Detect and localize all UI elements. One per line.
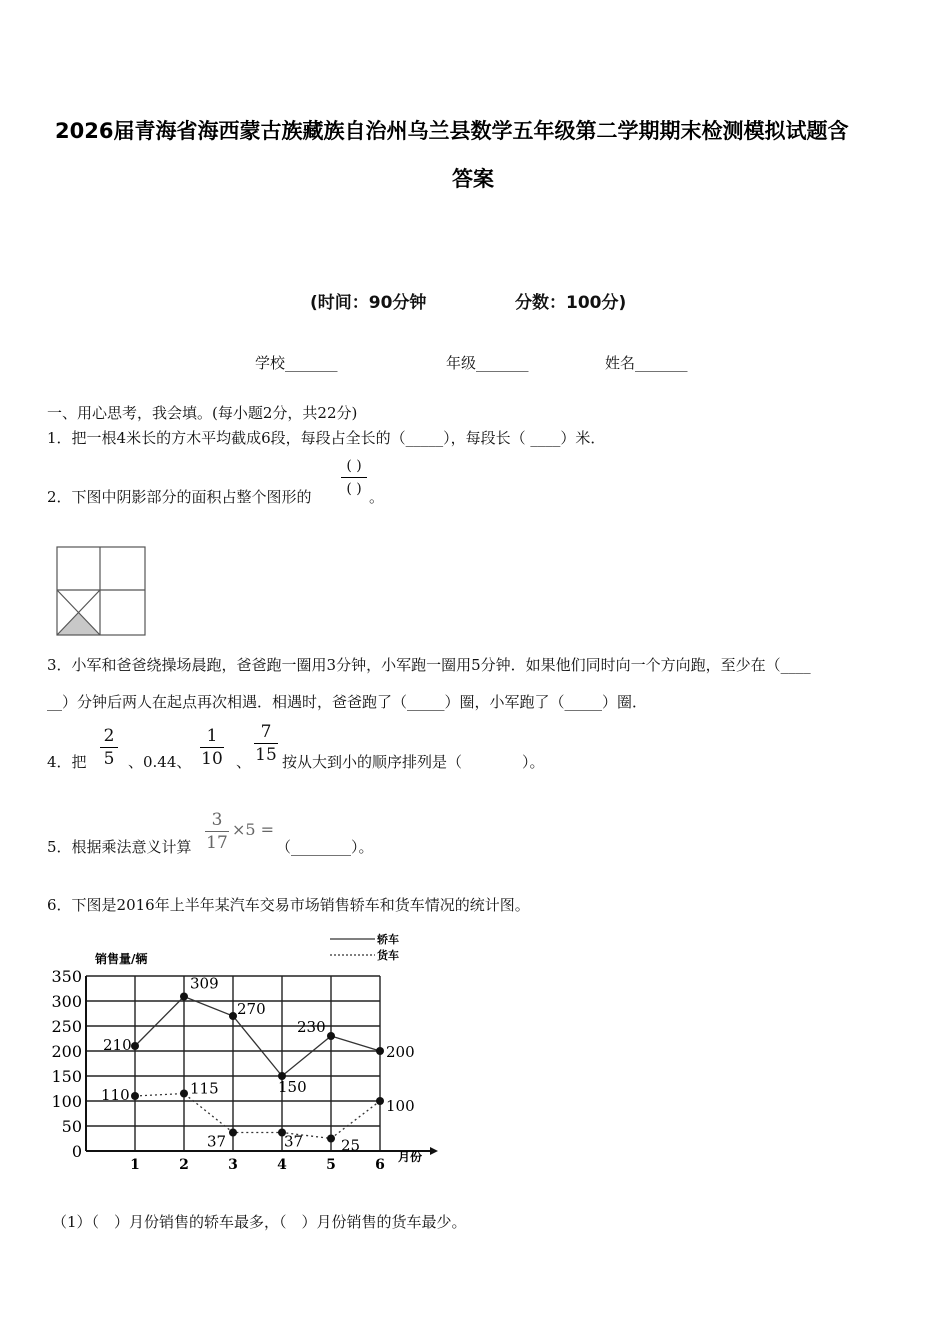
q4-f1-num: 2 xyxy=(103,726,115,746)
q4-sep1: 、0.44、 xyxy=(128,753,192,771)
y-tick-label: 50 xyxy=(61,1117,82,1136)
q4-prefix: 4．把 xyxy=(47,753,87,771)
question-6: 6．下图是2016年上半年某汽车交易市场销售轿车和货车情况的统计图。 xyxy=(47,896,530,914)
data-point xyxy=(327,1032,335,1040)
data-point xyxy=(376,1097,384,1105)
x-tick-label: 1 xyxy=(130,1157,140,1173)
q5-suffix: （________）。 xyxy=(276,838,374,856)
section-heading: 一、用心思考，我会填。(每小题2分，共22分) xyxy=(47,404,358,422)
y-tick-label: 150 xyxy=(51,1067,82,1086)
q4-sep2: 、 xyxy=(236,753,252,771)
q5-den: 17 xyxy=(206,833,228,853)
question-3-line2: __）分钟后两人在起点再次相遇．相遇时，爸爸跑了（_____）圈，小军跑了（_____）圈． xyxy=(47,693,648,711)
school-field: 学校_______ xyxy=(255,354,338,372)
q4-f1-den: 5 xyxy=(103,749,115,769)
q5-num: 3 xyxy=(211,810,223,830)
sales-line-chart xyxy=(40,925,460,1175)
y-tick-label: 200 xyxy=(51,1042,82,1061)
y-tick-label: 100 xyxy=(51,1092,82,1111)
data-point xyxy=(229,1012,237,1020)
q5-prefix: 5．根据乘法意义计算 xyxy=(47,838,192,856)
data-point xyxy=(327,1135,335,1143)
x-tick-label: 2 xyxy=(179,1157,189,1173)
x-axis-label: 月份 xyxy=(398,1150,423,1164)
q4-f2-den: 10 xyxy=(201,749,223,769)
question-6-sub1: （1）（ ）月份销售的轿车最多，（ ）月份销售的货车最少。 xyxy=(52,1213,467,1231)
chart-grid xyxy=(86,976,380,1151)
y-axis-label: 销售量/辆 xyxy=(95,952,148,966)
legend-label-truck: 货车 xyxy=(377,949,399,962)
data-label: 230 xyxy=(297,1018,326,1036)
data-label: 37 xyxy=(284,1132,304,1151)
q4-fraction-3 xyxy=(254,722,278,765)
x-tick-label: 4 xyxy=(277,1157,287,1173)
question-2: 2．下图中阴影部分的面积占整个图形的 xyxy=(47,488,312,506)
data-point xyxy=(229,1129,237,1137)
q4-f3-den: 15 xyxy=(255,745,277,765)
data-label: 150 xyxy=(278,1078,307,1096)
x-tick-label: 3 xyxy=(228,1157,238,1173)
page-title-line1: 2026届青海省海西蒙古族藏族自治州乌兰县数学五年级第二学期期末检测模拟试题含 xyxy=(55,119,849,143)
data-label: 270 xyxy=(237,1000,266,1018)
data-label: 25 xyxy=(341,1136,361,1155)
shaded-region xyxy=(57,613,100,636)
data-label: 200 xyxy=(386,1043,415,1061)
grade-field: 年级_______ xyxy=(446,354,529,372)
data-label: 100 xyxy=(386,1097,415,1115)
q2-frac-num: ( ) xyxy=(346,458,362,474)
question-1: 1．把一根4米长的方木平均截成6段，每段占全长的（_____），每段长（ ____）米． xyxy=(47,429,606,447)
y-tick-label: 350 xyxy=(51,967,82,986)
x-axis-arrow xyxy=(430,1147,438,1155)
exam-score: 分数：100分) xyxy=(515,293,627,313)
data-label: 115 xyxy=(190,1079,219,1098)
q5-fraction xyxy=(205,810,229,853)
data-point xyxy=(180,993,188,1001)
data-label: 210 xyxy=(103,1036,132,1054)
x-tick-label: 5 xyxy=(326,1157,336,1173)
q5-operator: ×5 = xyxy=(232,820,275,839)
data-point xyxy=(131,1042,139,1050)
data-label: 37 xyxy=(207,1132,227,1151)
data-label: 110 xyxy=(101,1086,130,1104)
legend-label-car: 轿车 xyxy=(377,933,399,946)
q4-fraction-1 xyxy=(100,726,118,769)
y-tick-label: 300 xyxy=(51,992,82,1011)
q2-end: 。 xyxy=(369,488,385,506)
q4-f2-num: 1 xyxy=(206,726,218,746)
q4-f3-num: 7 xyxy=(260,722,272,742)
q2-frac-den: ( ) xyxy=(346,481,362,497)
exam-time: (时间：90分钟 xyxy=(310,293,427,313)
x-tick-label: 6 xyxy=(375,1157,385,1173)
data-point xyxy=(180,1090,188,1098)
q4-fraction-2 xyxy=(200,726,224,769)
q4-suffix: 按从大到小的顺序排列是（ ）。 xyxy=(282,753,545,771)
shaded-grid-figure xyxy=(56,546,146,636)
y-tick-label: 250 xyxy=(51,1017,82,1036)
data-point xyxy=(376,1047,384,1055)
data-label: 309 xyxy=(190,974,219,993)
q2-blank-fraction xyxy=(341,456,367,499)
data-point xyxy=(131,1092,139,1100)
name-field: 姓名_______ xyxy=(605,354,688,372)
y-tick-label: 0 xyxy=(71,1142,82,1161)
page-title-line2: 答案 xyxy=(452,167,494,191)
question-3-line1: 3．小军和爸爸绕操场晨跑，爸爸跑一圈用3分钟，小军跑一圈用5分钟．如果他们同时向一个方向跑，至少在（____ xyxy=(47,656,811,674)
series-line-truck xyxy=(135,1094,380,1139)
